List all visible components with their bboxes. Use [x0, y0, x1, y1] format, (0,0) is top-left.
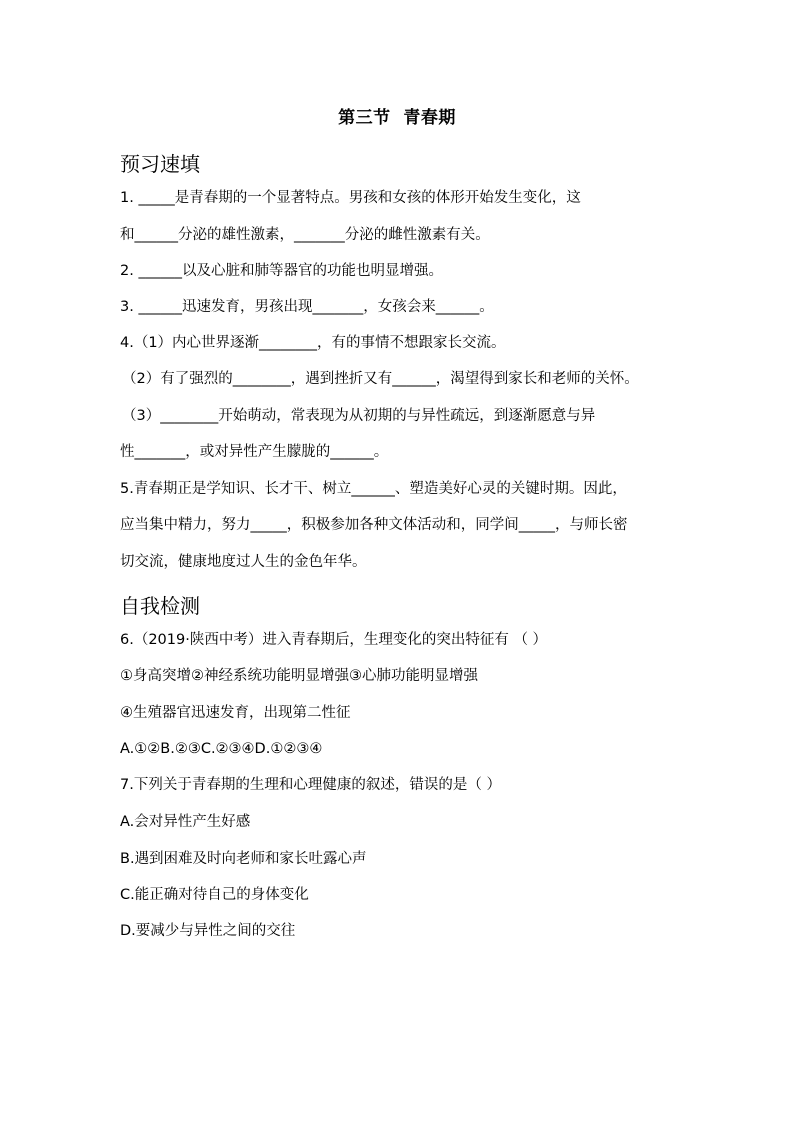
section-heading-self-check: 自我检测 — [120, 594, 200, 618]
question-2: 2. ______以及心脏和肺等器官的功能也明显增强。 — [120, 263, 443, 279]
question-6-items-1: ①身高突增②神经系统功能明显增强③心肺功能明显增强 — [120, 668, 478, 684]
question-5-line-1: 5.青春期正是学知识、长才干、树立______、塑造美好心灵的关键时期。因此， — [120, 481, 627, 497]
question-5-line-2: 应当集中精力，努力_____，积极参加各种文体活动和，同学间_____，与师长密 — [120, 517, 628, 533]
question-1-line-1: 1. _____是青春期的一个显著特点。男孩和女孩的体形开始发生变化，这 — [120, 190, 581, 206]
question-6-items-2: ④生殖器官迅速发育，出现第二性征 — [120, 705, 351, 721]
question-7-option-d: D.要减少与异性之间的交往 — [120, 923, 296, 939]
question-5-line-3: 切交流，健康地度过人生的金色年华。 — [120, 554, 367, 570]
section-heading-preview: 预习速填 — [120, 152, 200, 176]
page-title: 第三节 青春期 — [338, 108, 456, 128]
question-7-stem: 7.下列关于青春期的生理和心理健康的叙述，错误的是（ ） — [120, 777, 501, 793]
question-7-option-a: A.会对异性产生好感 — [120, 814, 251, 830]
question-4-part-1: 4.（1）内心世界逐渐________，有的事情不想跟家长交流。 — [120, 335, 506, 351]
question-4-part-3-line-2: 性_______，或对异性产生朦胧的______。 — [120, 444, 389, 460]
question-4-part-2: （2）有了强烈的________，遇到挫折又有______，渴望得到家长和老师的关怀。 — [122, 371, 639, 387]
question-7-option-b: B.遇到困难及时向老师和家长吐露心声 — [120, 851, 367, 867]
question-4-part-3-line-1: （3）________开始萌动，常表现为从初期的与异性疏远，到逐渐愿意与异 — [122, 408, 596, 424]
question-6-stem: 6.（2019·陕西中考）进入青春期后，生理变化的突出特征有 （ ） — [120, 632, 548, 648]
question-7-option-c: C.能正确对待自己的身体变化 — [120, 887, 309, 903]
question-6-options: A.①②B.②③C.②③④D.①②③④ — [120, 741, 323, 757]
question-1-line-2: 和______分泌的雄性激素，_______分泌的雌性激素有关。 — [120, 227, 490, 243]
question-3: 3. ______迅速发育，男孩出现_______，女孩会来______。 — [120, 299, 494, 315]
